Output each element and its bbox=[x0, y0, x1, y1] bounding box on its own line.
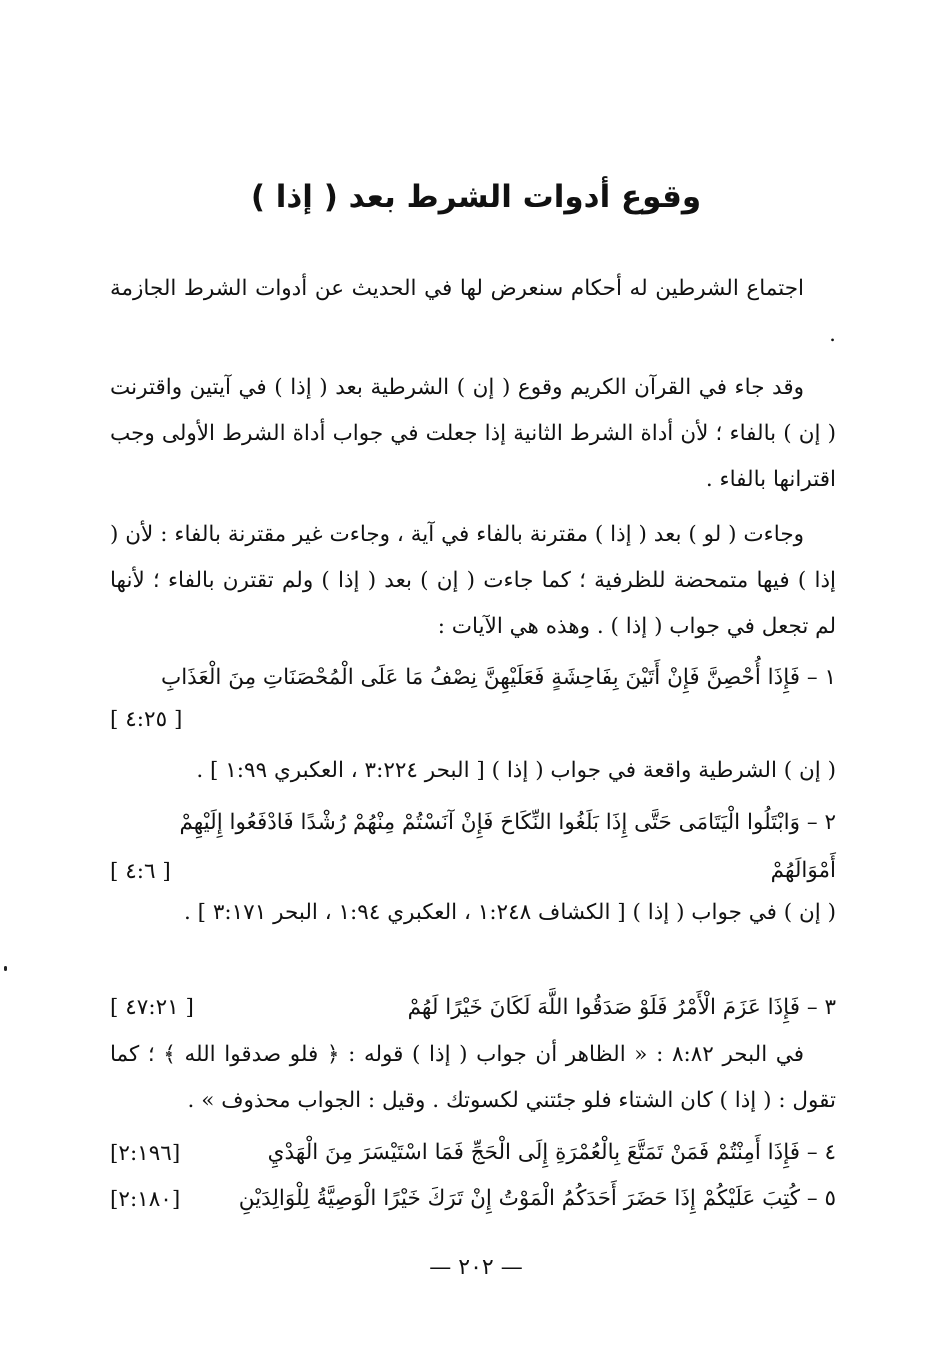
verse-2-note: ( إن ) في جواب ( إذا ) [ الكشاف ١:٢٤٨ ، العكبري ١:٩٤ ، البحر ٣:١٧١ ] . bbox=[183, 900, 836, 925]
verse-4: ٤ – فَإِذَا أَمِنْتُمْ فَمَنْ تَمَتَّعَ بِالْعُمْرَةِ إِلَى الْحَجِّ فَمَا اسْتَيْسَرَ مِنَ الْهَدْيِ bbox=[267, 1140, 836, 1165]
verse-1: ١ – فَإِذَا أُحْصِنَّ فَإِنْ أَتَيْنَ بِفَاحِشَةٍ فَعَلَيْهِنَّ نِصْفُ مَا عَلَى الْمُحْصَنَاتِ مِنَ الْعَذَابِ bbox=[160, 665, 836, 690]
verse-2-continuation: أَمْوَالَهُمْ bbox=[770, 858, 836, 883]
verse-2-reference: [ ٤:٦ ] bbox=[110, 859, 171, 884]
verse-1-reference: [ ٤:٢٥ ] bbox=[110, 707, 183, 732]
paragraph-3: وجاءت ( لو ) بعد ( إذا ) مقترنة بالفاء في آية ، وجاءت غير مقترنة بالفاء : لأن ( إذا ) فيها متمحضة للظرفية ؛ كما جاءت ( إن ) بعد ( إذا ) ولم تقترن بالفاء ؛ لأنها لم تجعل في جواب ( إذا ) . وهذه هي الآيات : bbox=[110, 522, 836, 639]
page-number: — ٢٠٢ — bbox=[429, 1255, 523, 1280]
verse-2: ٢ – وَابْتَلُوا الْيَتَامَى حَتَّى إِذَا بَلَغُوا النِّكَاحَ فَإِنْ آنَسْتُمْ مِنْهُمْ رُشْدًا فَادْفَعُوا إِلَيْهِمْ bbox=[179, 810, 836, 835]
verse-3-note: في البحر ٨:٨٢ : « الظاهر أن جواب ( إذا ) قوله : ﴿ فلو صدقوا الله ﴾ ؛ كما تقول : ( إذا ) كان الشتاء فلو جئتني لكسوتك . وقيل : الجواب محذوف » . bbox=[110, 1042, 836, 1113]
paragraph-1: اجتماع الشرطين له أحكام سنعرض لها في الحديث عن أدوات الشرط الجازمة . bbox=[110, 276, 836, 347]
verse-4-reference: [٢:١٩٦] bbox=[110, 1141, 181, 1166]
paragraph-2: وقد جاء في القرآن الكريم وقوع ( إن ) الشرطية بعد ( إذا ) في آيتين واقترنت ( إن ) بالفاء ؛ لأن أداة الشرط الثانية إذا جعلت في جواب أداة الشرط الأولى وجب اقترانها بالفاء . bbox=[110, 375, 836, 492]
verse-5: ٥ – كُتِبَ عَلَيْكُمْ إِذَا حَضَرَ أَحَدَكُمُ الْمَوْتُ إِنْ تَرَكَ خَيْرًا الْوَصِيَّةُ لِلْوَالِدَيْنِ bbox=[238, 1186, 836, 1211]
verse-5-reference: [٢:١٨٠] bbox=[110, 1187, 181, 1212]
verse-1-note: ( إن ) الشرطية واقعة في جواب ( إذا ) [ البحر ٣:٢٢٤ ، العكبري ١:٩٩ ] . bbox=[196, 758, 836, 783]
verse-3: ٣ – فَإِذَا عَزَمَ الْأَمْرُ فَلَوْ صَدَقُوا اللَّهَ لَكَانَ خَيْرًا لَهُمْ bbox=[407, 995, 836, 1020]
page-title: وقوع أدوات الشرط بعد ( إذا ) bbox=[250, 179, 702, 215]
scan-speck bbox=[4, 966, 7, 971]
verse-3-reference: [ ٤٧:٢١ ] bbox=[110, 995, 194, 1020]
